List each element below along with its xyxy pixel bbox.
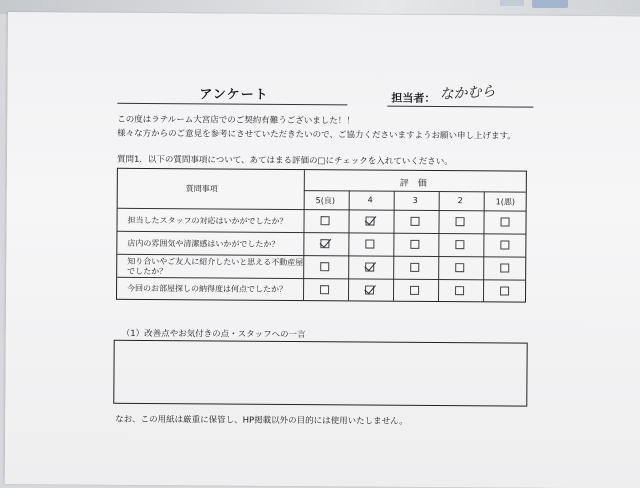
header-rating: 評 価 [399, 178, 427, 189]
checkbox-q2-rating-1[interactable] [500, 240, 509, 249]
checkbox-q3-rating-1[interactable] [500, 263, 509, 272]
background-object [532, 0, 568, 8]
question-1-instruction: 質問1．以下の質問事項について、あてはまる評価の□にチェックを入れていください。 [116, 154, 453, 168]
checkbox-q2-rating-4[interactable] [365, 240, 374, 249]
checkbox-q1-rating-1[interactable] [501, 217, 510, 226]
rating-label-1: 1(悪) [495, 197, 516, 207]
question-row-2: 店内の雰囲気や清潔感はいかがでしたか？ [127, 238, 280, 249]
title-underline [117, 103, 347, 106]
staff-underline [387, 106, 533, 108]
checkbox-q2-rating-5[interactable] [320, 239, 329, 248]
staff-signature: なかむら [439, 83, 496, 103]
checkbox-q3-rating-2[interactable] [455, 263, 464, 272]
section-2-heading: （1）改善点やお気付きの点・スタッフへの一言 [121, 328, 306, 341]
checkbox-q3-rating-4[interactable] [365, 263, 374, 272]
question-row-3-line-2: でしたか？ [127, 266, 168, 277]
checkbox-q2-rating-3[interactable] [410, 240, 419, 249]
survey-sheet [5, 12, 640, 488]
intro-line-1: この度はラテルーム大宮店でのご契約有難うございました！！ [117, 114, 355, 127]
checkbox-q3-rating-3[interactable] [410, 263, 419, 272]
checkbox-q4-rating-5[interactable] [320, 285, 329, 294]
survey-title: アンケート [199, 87, 269, 103]
checkbox-q4-rating-3[interactable] [410, 286, 419, 295]
question-row-3-line-1: 知り合いやご友人に紹介したいと思える不動産屋 [127, 256, 304, 268]
checkbox-q2-rating-2[interactable] [455, 240, 464, 249]
privacy-note: なお、この用紙は厳重に保管し、HP掲載以外の目的には使用いたしません。 [115, 414, 408, 427]
checkbox-q4-rating-4[interactable] [365, 285, 374, 294]
header-question-item: 質問事項 [185, 184, 218, 194]
rating-label-5: 5(良) [315, 196, 336, 206]
intro-line-2: 様々な方からのご意見を参考にさせていただきたいので、ご協力くださいますようお願い申し上げます。 [117, 128, 516, 142]
rating-label-2: 2 [457, 196, 463, 206]
checkbox-q3-rating-5[interactable] [320, 262, 329, 271]
staff-label: 担当者： [391, 91, 436, 105]
question-row-4: 今回のお部屋探しの納得度は何点でしたか？ [127, 283, 288, 294]
question-row-1: 担当したスタッフの対応はいかがでしたか？ [127, 215, 288, 226]
checkbox-q4-rating-2[interactable] [455, 286, 464, 295]
checkbox-q1-rating-5[interactable] [321, 216, 330, 225]
checkbox-q1-rating-4[interactable] [366, 217, 375, 226]
checkbox-q4-rating-1[interactable] [500, 286, 509, 295]
background-object [500, 0, 524, 6]
checkbox-q1-rating-3[interactable] [411, 217, 420, 226]
rating-label-3: 3 [412, 195, 418, 205]
checkbox-q1-rating-2[interactable] [456, 217, 465, 226]
rating-table [116, 168, 527, 303]
rating-label-4: 4 [367, 195, 373, 205]
comment-box[interactable] [113, 340, 527, 407]
